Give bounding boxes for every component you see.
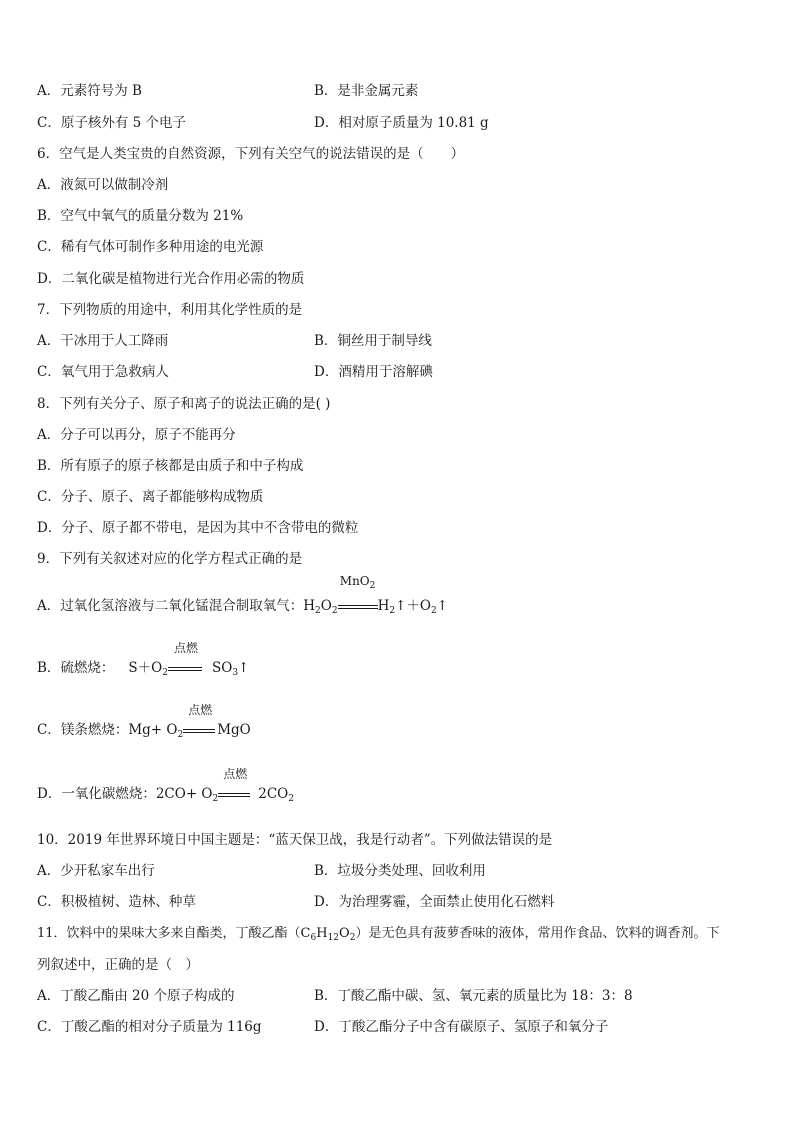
q9-option-a xyxy=(37,574,449,616)
equals-sign-icon xyxy=(183,729,215,733)
q9-c-condition: 点燃 xyxy=(183,721,217,739)
equals-sign-icon xyxy=(218,793,250,797)
q11-option-a: A．丁酸乙酯由 20 个原子构成的 xyxy=(37,988,235,1004)
q6-option-c: C．稀有气体可制作多种用途的电光源 xyxy=(37,239,264,255)
q9-d-label: D．一氧化碳燃烧： xyxy=(37,786,156,802)
q11-option-b: B．丁酸乙酯中碳、氢、氧元素的质量比为 18：3：8 xyxy=(314,988,633,1004)
q9-a-product: $H_2↑+O_2↑$ xyxy=(377,598,449,616)
q9-c-product: MgO xyxy=(217,722,251,738)
q8-option-c: C．分子、原子、离子都能够构成物质 xyxy=(37,489,264,505)
q10-stem: 10．2019 年世界环境日中国主题是：“蓝天保卫战，我是行动者”。下列做法错误的是 xyxy=(37,832,553,848)
q8-option-b: B．所有原子的原子核都是由质子和中子构成 xyxy=(37,458,304,474)
q9-stem: 9．下列有关叙述对应的化学方程式正确的是 xyxy=(37,551,303,567)
q11-option-c: C．丁酸乙酯的相对分子质量为 116g xyxy=(37,1019,262,1035)
q5-option-b: B．是非金属元素 xyxy=(314,83,419,99)
q7-option-b: B．铜丝用于制导线 xyxy=(314,333,432,349)
q5-option-c: C．原子核外有 5 个电子 xyxy=(37,115,187,131)
q9-option-b xyxy=(37,641,250,678)
q8-stem: 8．下列有关分子、原子和离子的说法正确的是( ) xyxy=(37,396,331,412)
q9-b-reactant: $S+O_2$ xyxy=(128,660,168,678)
q9-c-reactant: $Mg+ O_2$ xyxy=(128,722,184,740)
q9-d-reactant: $2CO+ O_2$ xyxy=(155,786,219,804)
q9-c-label: C．镁条燃烧： xyxy=(37,722,129,738)
q7-option-d: D．酒精用于溶解碘 xyxy=(314,364,433,380)
q5-option-a: A．元素符号为 B xyxy=(37,83,142,99)
q7-option-c: C．氧气用于急救病人 xyxy=(37,364,169,380)
q10-option-a: A．少开私家车出行 xyxy=(37,863,155,879)
q6-stem: 6．空气是人类宝贵的自然资源，下列有关空气的说法错误的是（ ） xyxy=(37,146,465,162)
q9-option-d xyxy=(37,767,294,804)
q9-a-label: A．过氧化氢溶液与二氧化锰混合制取氧气： xyxy=(37,598,304,614)
q9-d-condition: 点燃 xyxy=(218,785,252,803)
q5-option-d: D．相对原子质量为 10.81 g xyxy=(314,115,489,131)
q10-option-c: C．积极植树、造林、种草 xyxy=(37,894,196,910)
q9-b-product: $SO_3↑$ xyxy=(211,660,250,678)
q9-option-c xyxy=(37,703,251,740)
q10-option-b: B．垃圾分类处理、回收利用 xyxy=(314,863,486,879)
q8-option-d: D．分子、原子都不带电，是因为其中不含带电的微粒 xyxy=(37,520,359,536)
q11-option-d: D．丁酸乙酯分子中含有碳原子、氢原子和氧分子 xyxy=(314,1019,609,1035)
q10-option-d: D．为治理雾霾，全面禁止使用化石燃料 xyxy=(314,894,555,910)
q6-option-b: B．空气中氧气的质量分数为 21% xyxy=(37,208,244,224)
q7-option-a: A．干冰用于人工降雨 xyxy=(37,333,169,349)
q9-b-condition: 点燃 xyxy=(168,659,204,677)
q9-d-product: $2CO_2$ xyxy=(258,786,294,804)
q6-option-a: A．液氮可以做制冷剂 xyxy=(37,177,169,193)
q11-stem-line1: 11．饮料中的果味大多来自酯类，丁酸乙酯$(C_6H_{12}O_2)$是无色具有菠萝香味的液体，常用作食品、饮料的调香剂。下 xyxy=(37,926,720,943)
q6-option-d: D．二氧化碳是植物进行光合作用必需的物质 xyxy=(37,271,305,287)
equals-sign-icon xyxy=(168,667,202,671)
q8-option-a: A．分子可以再分，原子不能再分 xyxy=(37,427,236,443)
q9-a-condition: MnO$_2$ xyxy=(338,597,378,615)
q11-stem-line2: 列叙述中，正确的是（ ） xyxy=(37,957,199,973)
q9-a-reactant: $H_2O_2$ xyxy=(303,598,338,616)
q7-stem: 7．下列物质的用途中，利用其化学性质的是 xyxy=(37,302,303,318)
equals-sign-icon xyxy=(338,605,378,609)
q9-b-label: B．硫燃烧： xyxy=(37,660,115,676)
